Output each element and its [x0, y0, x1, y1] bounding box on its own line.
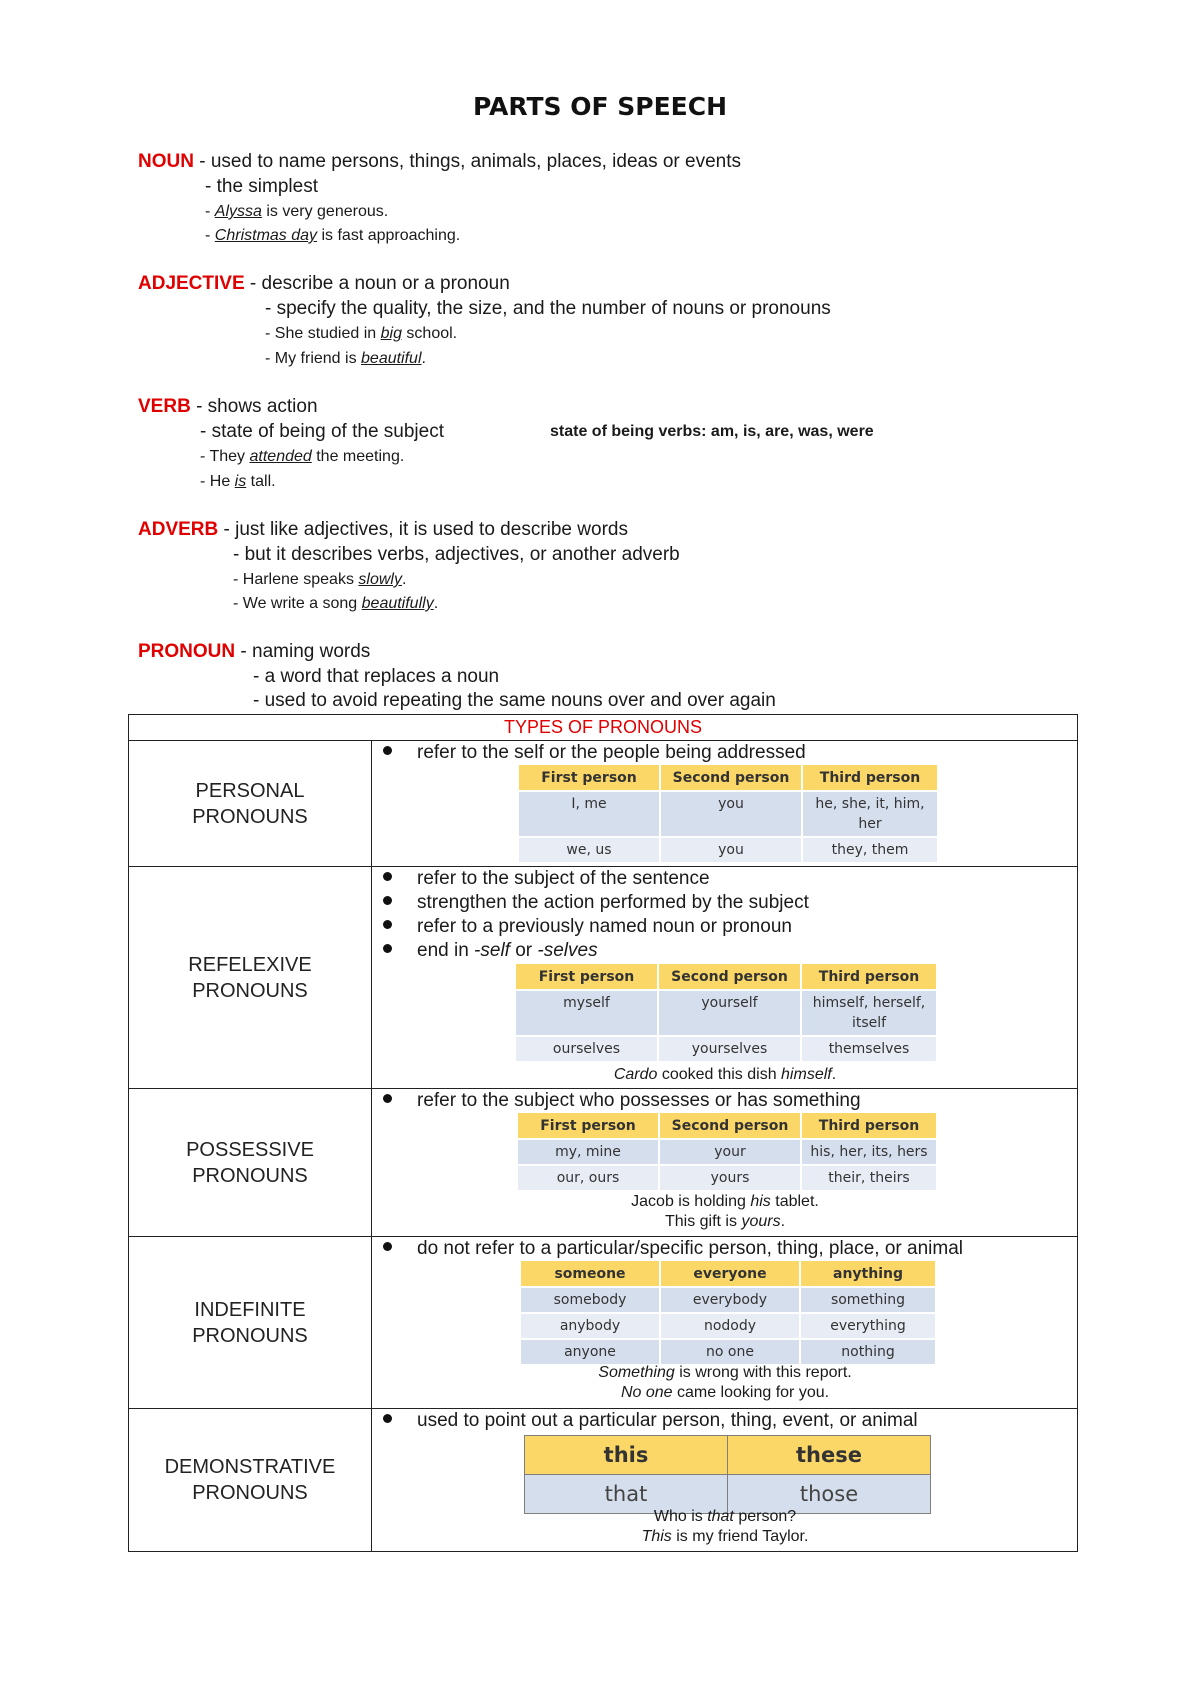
types-table-header: TYPES OF PRONOUNS — [129, 715, 1077, 741]
personal-pronouns-row — [129, 741, 1077, 867]
bullet-icon — [383, 872, 392, 881]
noun-line: - the simplest — [205, 176, 318, 197]
bullet-point: refer to a previously named noun or pronoun — [383, 915, 792, 939]
row-label: POSSESSIVE PRONOUNS — [129, 1089, 372, 1236]
verb-definition: VERB - shows action — [138, 396, 318, 417]
adjective-line: - specify the quality, the size, and the number of nouns or pronouns — [265, 298, 831, 319]
example-sentence: Something is wrong with this report. — [598, 1364, 852, 1381]
example-sentence: No one came looking for you. — [620, 1384, 830, 1401]
demonstrative-pronouns-row — [129, 1409, 1077, 1551]
reflexive-pronouns-row — [129, 867, 1077, 1089]
bullet-point: do not refer to a particular/specific person, thing, place, or animal — [383, 1237, 963, 1261]
adverb-term: ADVERB — [138, 519, 219, 540]
example-sentence: This is my friend Taylor. — [641, 1528, 809, 1545]
example-sentence: This gift is yours. — [664, 1213, 786, 1230]
possessive-pronouns-mini-table: First person Second person Third person my, mine your his, her, its, hers our, ours yours their, theirs — [518, 1113, 938, 1192]
pronoun-term: PRONOUN — [138, 641, 236, 662]
bullet-point: refer to the self or the people being addressed — [383, 741, 806, 765]
bullet-icon — [383, 1414, 392, 1423]
bullet-point: strengthen the action performed by the subject — [383, 891, 809, 915]
bullet-icon — [383, 944, 392, 953]
noun-definition: NOUN - used to name persons, things, animals, places, ideas or events — [138, 151, 742, 172]
bullet-point: refer to the subject of the sentence — [383, 867, 710, 891]
possessive-pronouns-row — [129, 1089, 1077, 1237]
verb-note: state of being verbs: am, is, are, was, were — [550, 423, 874, 440]
bullet-icon — [383, 896, 392, 905]
pronoun-line: - used to avoid repeating the same nouns over and over again — [253, 690, 776, 711]
verb-example: - He is tall. — [200, 473, 276, 490]
bullet-icon — [383, 1094, 392, 1103]
adverb-example: - Harlene speaks slowly. — [233, 571, 407, 588]
adjective-term: ADJECTIVE — [138, 273, 245, 294]
adverb-example: - We write a song beautifully. — [233, 595, 439, 612]
pronoun-line: - a word that replaces a noun — [253, 666, 500, 687]
personal-pronouns-mini-table: First person Second person Third person I, me you he, she, it, him, her we, us you they, them — [519, 765, 939, 864]
indefinite-pronouns-row — [129, 1237, 1077, 1409]
verb-line: - state of being of the subject — [200, 421, 444, 442]
row-label: PERSONAL PRONOUNS — [129, 741, 372, 866]
example-sentence: Cardo cooked this dish himself. — [613, 1066, 837, 1083]
example-sentence: Jacob is holding his tablet. — [631, 1193, 819, 1210]
noun-example: - Christmas day is fast approaching. — [205, 227, 461, 244]
row-label: REFELEXIVE PRONOUNS — [129, 867, 372, 1088]
demonstrative-pronouns-mini-table: this these that those — [524, 1435, 931, 1514]
pronoun-definition: PRONOUN - naming words — [138, 641, 371, 662]
example-sentence: Who is that person? — [653, 1508, 797, 1525]
noun-term: NOUN — [138, 151, 194, 172]
verb-term: VERB — [138, 396, 191, 417]
bullet-icon — [383, 746, 392, 755]
bullet-point: used to point out a particular person, thing, event, or animal — [383, 1409, 918, 1433]
types-of-pronouns-table — [128, 714, 1078, 1552]
bullet-point: end in -self or -selves — [383, 939, 598, 963]
adjective-example: - My friend is beautiful. — [265, 350, 426, 367]
verb-example: - They attended the meeting. — [200, 448, 405, 465]
bullet-icon — [383, 920, 392, 929]
adverb-definition: ADVERB - just like adjectives, it is used to describe words — [138, 519, 628, 540]
page-title: PARTS OF SPEECH — [472, 92, 728, 121]
reflexive-pronouns-mini-table: First person Second person Third person myself yourself himself, herself, itself ourselves yourselves themselves — [516, 964, 938, 1063]
adverb-line: - but it describes verbs, adjectives, or another adverb — [233, 544, 680, 565]
row-label: DEMONSTRATIVE PRONOUNS — [129, 1409, 372, 1551]
adjective-definition: ADJECTIVE - describe a noun or a pronoun — [138, 273, 510, 294]
row-label: INDEFINITE PRONOUNS — [129, 1237, 372, 1408]
bullet-icon — [383, 1242, 392, 1251]
noun-example: - Alyssa is very generous. — [205, 203, 389, 220]
indefinite-pronouns-mini-table: someone everyone anything somebody everybody something anybody nodody everything anyone no one nothing — [521, 1261, 937, 1366]
adjective-example: - She studied in big school. — [265, 325, 458, 342]
bullet-point: refer to the subject who possesses or has something — [383, 1089, 861, 1113]
